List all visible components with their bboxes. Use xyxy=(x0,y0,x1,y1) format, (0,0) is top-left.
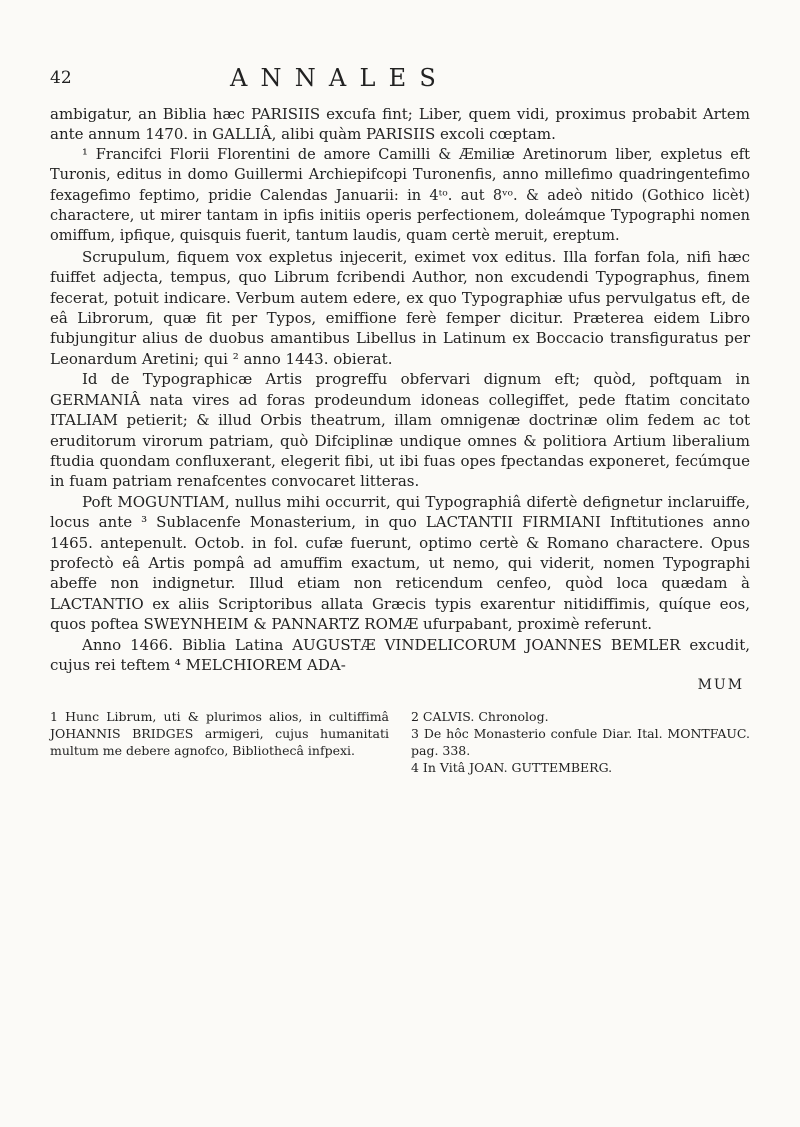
footnote-3: 3 De hôc Monasterio confule Diar. Ital. MONTFAUC. pag. 338. xyxy=(411,725,750,758)
page-number: 42 xyxy=(50,68,72,88)
paragraph-2: ¹ Francifci Florii Florentini de amore Camilli & Æmiliæ Aretinorum liber, expletus eft Turonis, editus in domo Guillermi Archiepifcopi Turonenfis, anno millefimo quadringentefimo fexagefimo feptimo, pridie Calendas Januarii: in 4ᵗᵒ. aut 8ᵛᵒ. & adeò nitido (Gothico licèt) charactere, ut mirer tantam in ipfis initiis operis perfectionem, doleámque Typographi nomen omiffum, ipfique, quisquis fuerit, tantum laudis, quam certè meruit, ereptum. xyxy=(50,146,750,245)
footnote-4: 4 In Vitâ JOAN. GUTTEMBERG. xyxy=(411,759,613,775)
paragraph-1: ambigatur, an Biblia hæc PARISIIS excufa fint; Liber, quem vidi, proximus probabit Artem ante annum 1470. in GALLIÂ, alibi quàm PARISIIS excoli cœptam. xyxy=(50,105,750,144)
page-header xyxy=(50,64,750,104)
footnote-2: 2 CALVIS. Chronolog. xyxy=(411,708,549,724)
catchword: MUM xyxy=(697,677,744,694)
footnotes-right xyxy=(411,708,750,776)
paragraph-3: Scrupulum, fiquem vox expletus injecerit, eximet vox editus. Illa forfan fola, nifi hæc fuiffet adjecta, tempus, quo Librum fcribendi Author, non excudendi Typographus, finem fecerat, potuit indicare. Verbum autem edere, ex quo Typographiæ ufus pervulgatus eft, de eâ Librorum, quæ fit per Typos, emiffione ferè femper dicitur. Præterea eidem Libro fubjungitur alius de duobus amantibus Libellus in Latinum ex Boccacio transfiguratus per Leonardum Aretini; qui ² anno 1443. obierat. xyxy=(50,247,750,368)
footnote-1: 1 Hunc Librum, uti & plurimos alios, in cultiffimâ JOHANNIS BRIDGES armigeri, cujus humanitati multum me debere agnofco, Bibliothecâ infpexi. xyxy=(50,708,389,758)
footnotes xyxy=(50,708,750,776)
book-page xyxy=(50,64,750,776)
footnotes-left xyxy=(50,708,389,776)
paragraph-4: Id de Typographicæ Artis progreffu obfervari dignum eft; quòd, poftquam in GERMANIÂ nata vires ad foras prodeundum idoneas collegiffet, pede ftatim concitato ITALIAM petierit; & illud Orbis theatrum, illam omnigenæ doctrinæ olim fedem ac tot eruditorum virorum patriam, quò Difciplinæ undique omnes & politiora Artium liberalium ftudia quondam confluxerant, elegerit fibi, ut ibi fuas opes fpectandas exponeret, fecúmque in fuam patriam renafcentes convocaret litteras. xyxy=(50,370,750,491)
paragraph-6: Anno 1466. Biblia Latina AUGUSTÆ VINDELICORUM JOANNES BEMLER excudit, cujus rei teftem ⁴ MELCHIOREM ADA- xyxy=(50,635,750,674)
running-head: ANNALES xyxy=(230,64,449,92)
paragraph-5: Poft MOGUNTIAM, nullus mihi occurrit, qui Typographiâ difertè defignetur inclaruiffe, locus ante ³ Sublacenfe Monasterium, in quo LACTANTII FIRMIANI Inftitutiones anno 1465. antepenult. Octob. in fol. cufæ fuerunt, optimo certè & Romano charactere. Opus profectò eâ Artis pompâ ad amuffim exactum, ut nemo, qui viderit, nomen Typographi abeffe non indignetur. Illud etiam non reticendum cenfeo, quòd loca quædam à LACTANTIO ex aliis Scriptoribus allata Græcis typis exarentur nitidiffimis, quíque eos, quos poftea SWEYNHEIM & PANNARTZ ROMÆ ufurpabant, proximè referunt. xyxy=(50,492,750,634)
main-text xyxy=(50,104,750,696)
